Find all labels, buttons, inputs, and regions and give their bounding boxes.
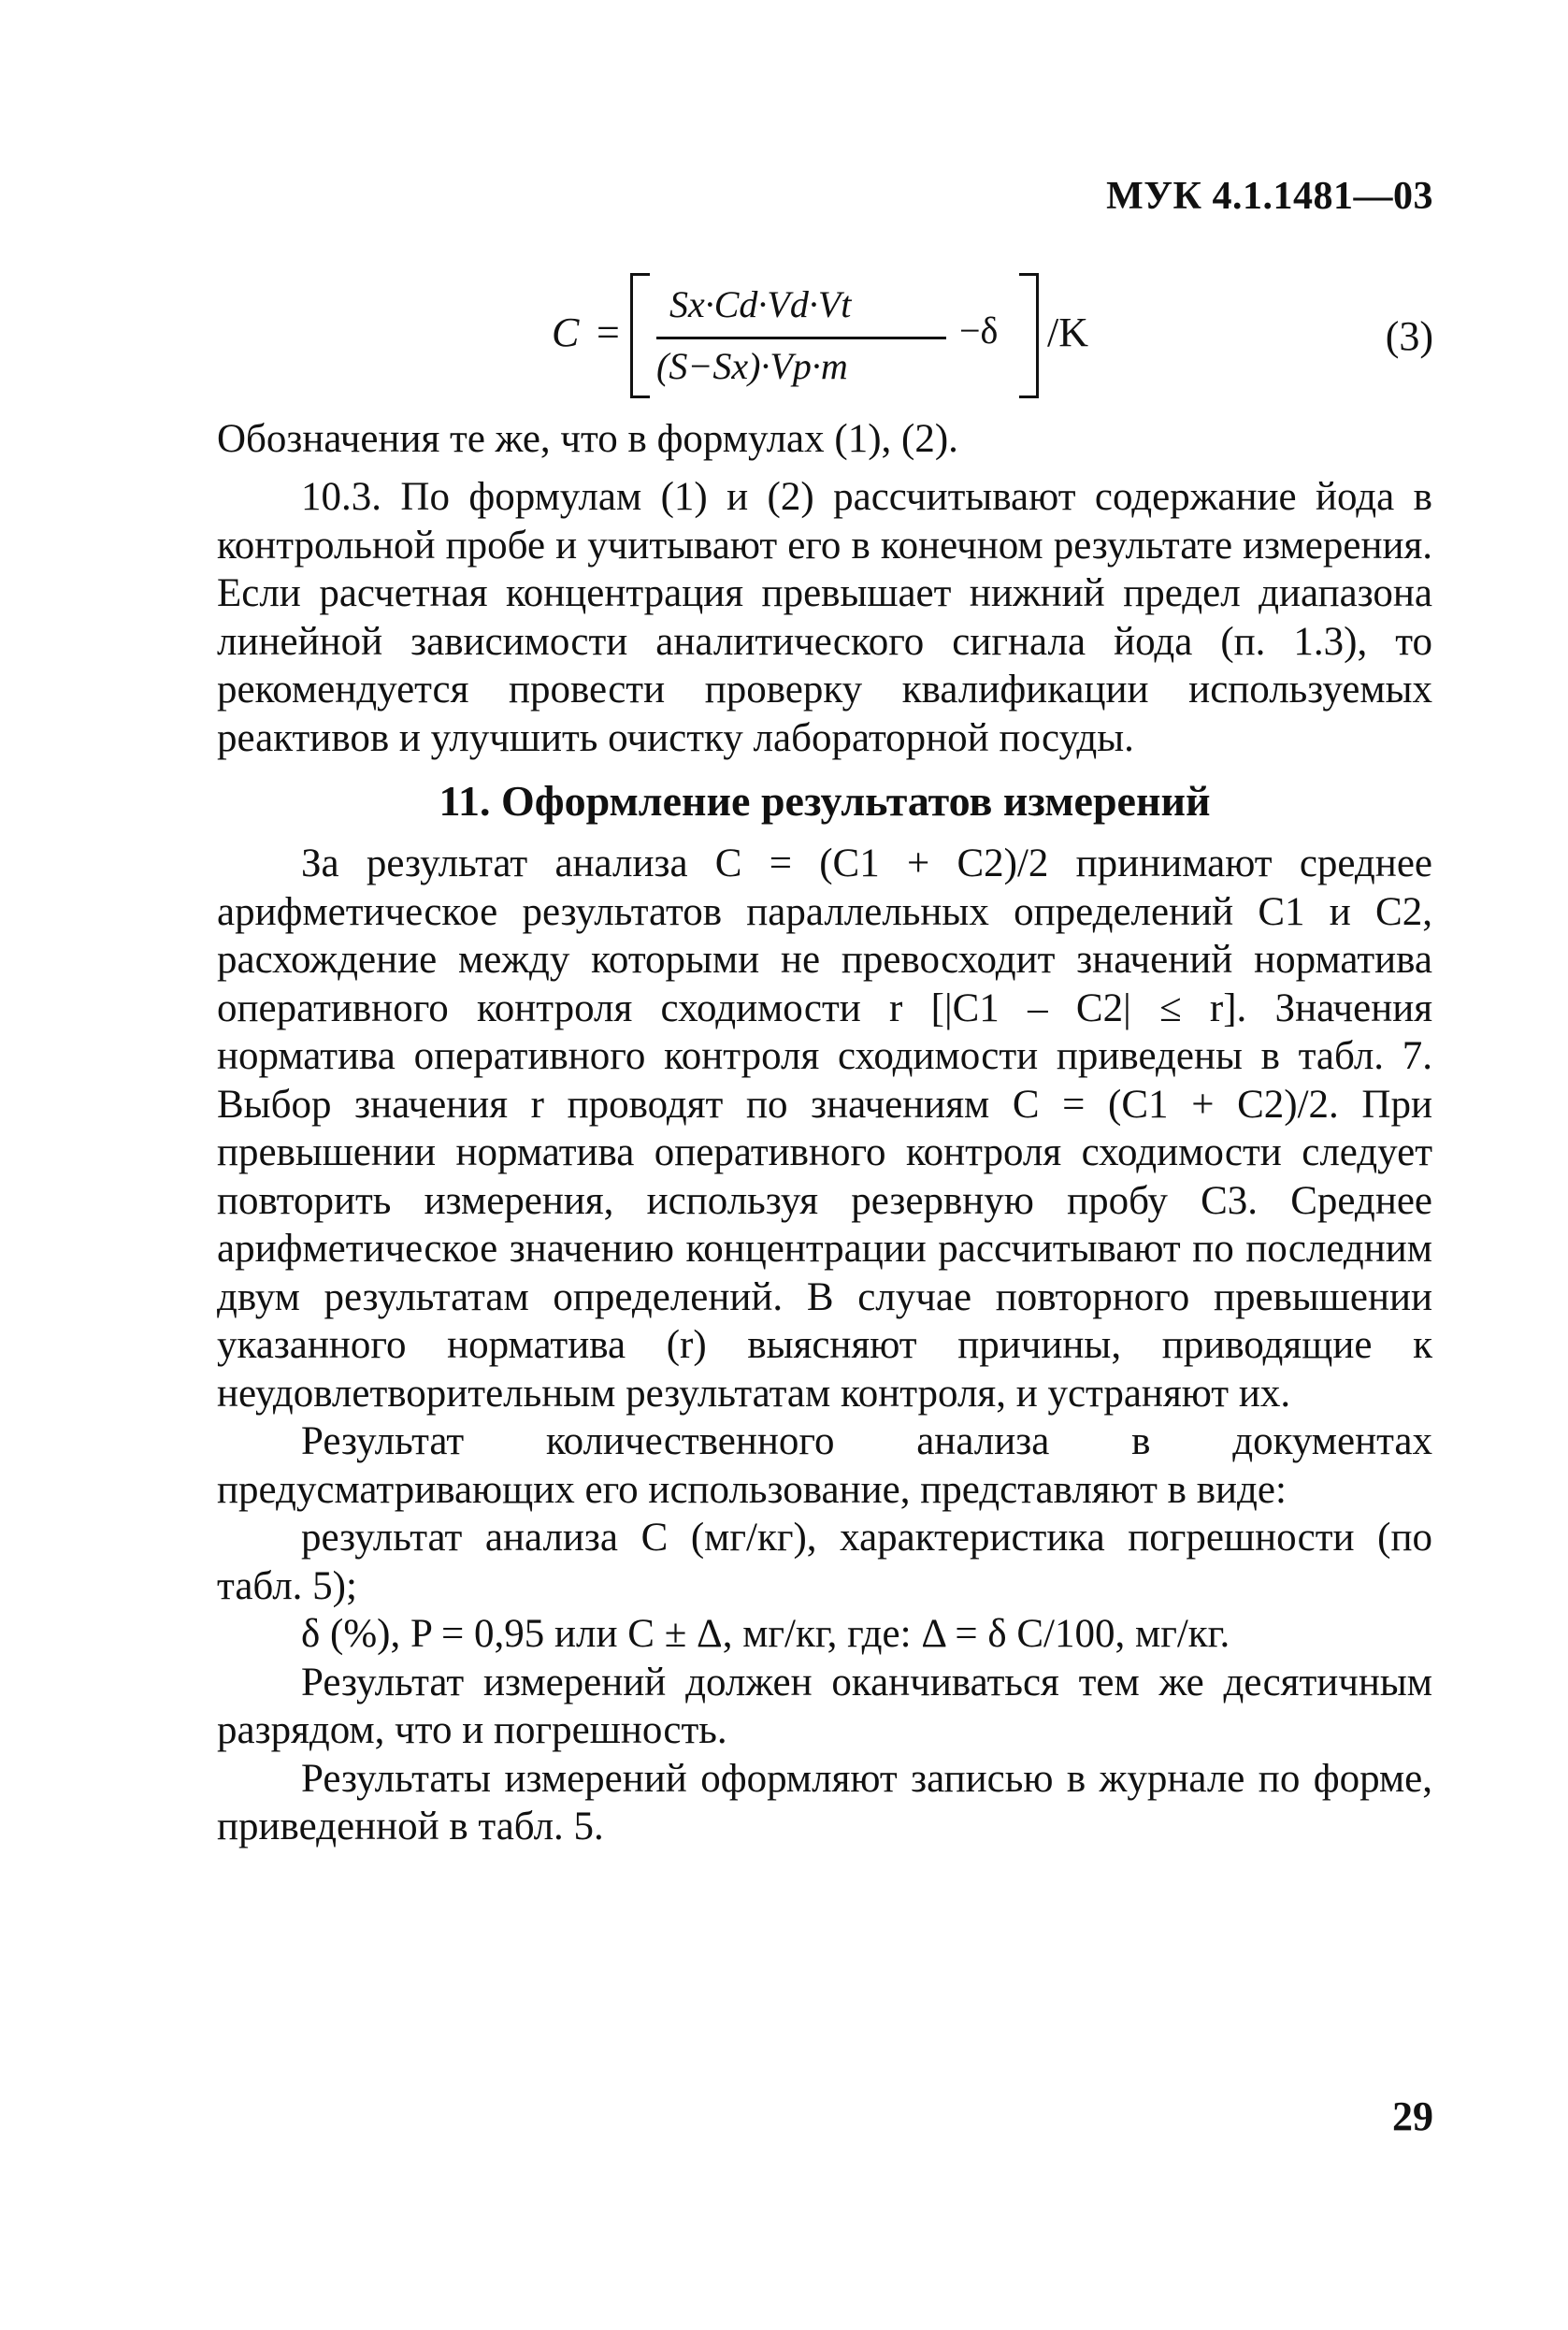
formula-numerator: Sx·Cd·Vd·Vt [669, 283, 852, 325]
formula-denominator: (S−Sx)·Vp·m [656, 345, 848, 387]
paragraph-10-3-text: 10.3. По формулам (1) и (2) рассчитывают содержание йода в контрольной пробе и учитывают его в конечном результате измерения. Если расчетная концентрация превышает нижний предел диапазона линейной зависимости аналитического сигнала йода (п. 1.3), то рекомендуется провести проверку квалификации используемых реактивов и улучшить очистку лабораторной посуды. [217, 475, 1432, 760]
section-paragraph: Результат количественного анализа в документах предусматривающих его использование, представляют в виде: [217, 1419, 1432, 1512]
formula-left-bracket [630, 273, 650, 398]
notation-paragraph: Обозначения те же, что в формулах (1), (2). [217, 417, 958, 461]
section-11-body [217, 840, 1432, 1851]
section-paragraph: результат анализа C (мг/кг), характеристика погрешности (по табл. 5); [217, 1516, 1432, 1608]
equation-number: (3) [1385, 313, 1433, 359]
formula-fraction-bar [656, 337, 946, 339]
document-code: МУК 4.1.1481—03 [1106, 175, 1433, 218]
section-paragraph: Результат измерений должен оканчиваться тем же десятичным разрядом, что и погрешность. [217, 1660, 1432, 1752]
formula-divisor: /K [1047, 309, 1088, 355]
formula-equals: = [597, 309, 620, 355]
section-heading: 11. Оформление результатов измерений [439, 777, 1211, 825]
section-paragraph: Результаты измерений оформляют записью в журнале по форме, приведенной в табл. 5. [217, 1756, 1432, 1848]
section-paragraph: δ (%), P = 0,95 или C ± Δ, мг/кг, где: Δ = δ C/100, мг/кг. [301, 1612, 1230, 1656]
formula-lhs: C [552, 309, 580, 355]
notation-text [217, 415, 1432, 464]
paragraph-10-3 [217, 473, 1432, 762]
page-number: 29 [1392, 2093, 1433, 2139]
formula-3 [552, 264, 1088, 404]
section-paragraph: За результат анализа C = (C1 + C2)/2 принимают среднее арифметическое результатов параллельных определений C1 и C2, расхождение между которыми не превосходит значений норматива оперативного контроля сходимости r [|C1 – C2| ≤ r]. Значения норматива оперативного контроля сходимости приведены в табл. 7. Выбор значения r проводят по значениям C = (C1 + C2)/2. При превышении норматива оперативного контроля сходимости следует повторить измерения, используя резервную пробу C3. Среднее арифметическое значению концентрации рассчитывают по последним двум результатам определений. В случае повторного превышении указанного норматива (r) выясняют причины, приводящие к неудовлетворительным результатам контроля, и устраняют их. [217, 841, 1432, 1416]
formula-right-bracket [1019, 273, 1039, 398]
formula-minus-delta: −δ [959, 309, 999, 352]
